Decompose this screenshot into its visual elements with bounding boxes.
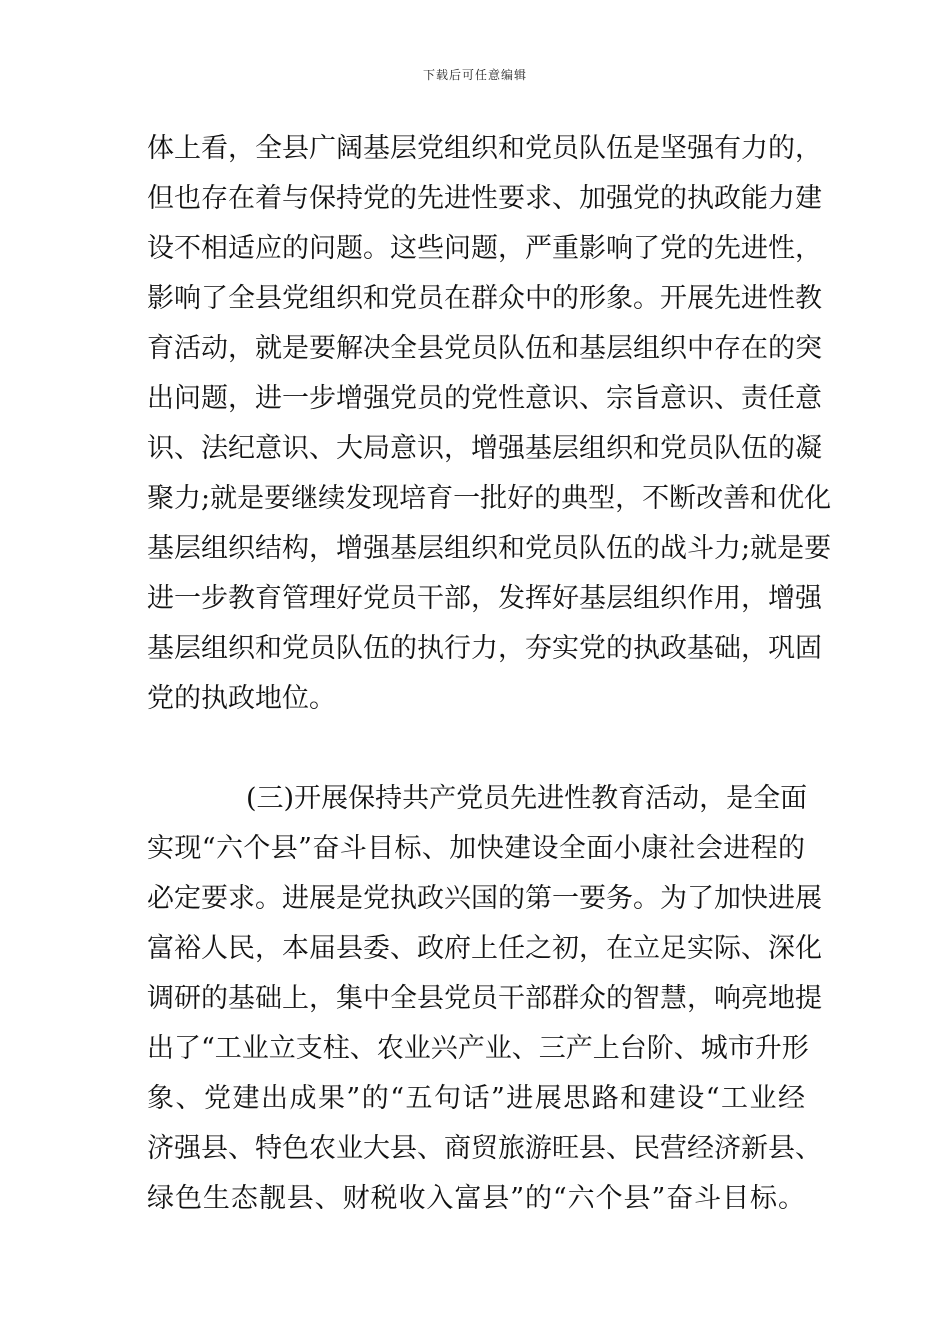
paragraph-line: 设不相适应的问题。这些问题，严重影响了党的先进性， bbox=[147, 233, 822, 264]
paragraph-line: 基层组织结构，增强基层组织和党员队伍的战斗力;就是要 bbox=[147, 533, 832, 564]
paragraph-line: 富裕人民，本届县委、政府上任之初，在立足实际、深化 bbox=[147, 933, 822, 964]
paragraph-line: 识、法纪意识、大局意识，增强基层组织和党员队伍的凝 bbox=[147, 433, 822, 464]
paragraph-line: 体上看，全县广阔基层党组织和党员队伍是坚强有力的， bbox=[147, 133, 822, 164]
paragraph-line: 出了“工业立支柱、农业兴产业、三产上台阶、城市升形 bbox=[147, 1033, 809, 1064]
paragraph-line: 调研的基础上，集中全县党员干部群众的智慧，响亮地提 bbox=[147, 983, 822, 1014]
paragraph-line: 绿色生态靓县、财税收入富县”的“六个县”奋斗目标。 bbox=[147, 1183, 805, 1214]
paragraph-line: 象、党建出成果”的“五句话”进展思路和建设“工业经 bbox=[147, 1083, 805, 1114]
paragraph-line: 基层组织和党员队伍的执行力，夯实党的执政基础，巩固 bbox=[147, 633, 822, 664]
paragraph-line: 党的执政地位。 bbox=[147, 683, 336, 714]
paragraph-line: 影响了全县党组织和党员在群众中的形象。开展先进性教 bbox=[147, 283, 822, 314]
header-note: 下载后可任意编辑 bbox=[422, 68, 527, 82]
paragraph-line: 聚力;就是要继续发现培育一批好的典型，不断改善和优化 bbox=[147, 483, 832, 514]
paragraph-line: 出问题，进一步增强党员的党性意识、宗旨意识、责任意 bbox=[147, 383, 822, 414]
paragraph-line: 必定要求。进展是党执政兴国的第一要务。为了加快进展 bbox=[147, 883, 822, 914]
paragraph-line: 进一步教育管理好党员干部，发挥好基层组织作用，增强 bbox=[147, 583, 822, 614]
paragraph-line: 实现“六个县”奋斗目标、加快建设全面小康社会进程的 bbox=[147, 833, 805, 864]
paragraph-line: (三)开展保持共产党员先进性教育活动，是全面 bbox=[246, 783, 808, 814]
paragraph-line: 济强县、特色农业大县、商贸旅游旺县、民营经济新县、 bbox=[147, 1133, 822, 1164]
paragraph-line: 育活动，就是要解决全县党员队伍和基层组织中存在的突 bbox=[147, 333, 822, 364]
paragraph-line: 但也存在着与保持党的先进性要求、加强党的执政能力建 bbox=[147, 183, 822, 214]
